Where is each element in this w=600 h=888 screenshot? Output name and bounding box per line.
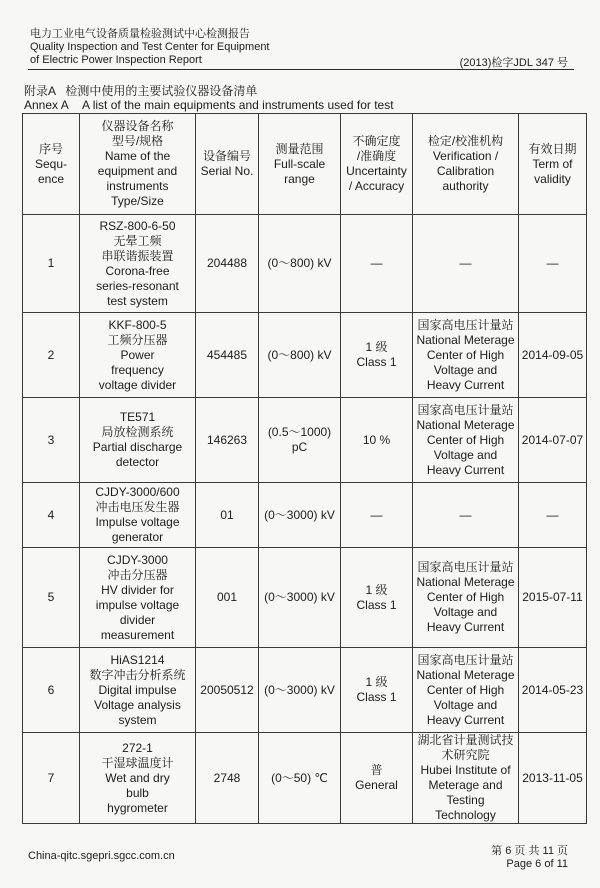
range-cell: (0～3000) kV [259,548,341,648]
seq-cell: 6 [23,648,80,733]
header-seq-line: ence [37,171,65,186]
equipment-name-cell-line: 无晕工频 [113,233,162,248]
equipment-name-cell [80,313,196,398]
authority-cell-line: Voltage and [433,605,498,619]
header-authority-line: Verification / [432,149,499,163]
table-row [23,215,587,313]
authority-cell-line: Voltage and [433,362,498,377]
equipment-name-cell [80,733,196,824]
equipment-table [22,113,587,824]
header-name [80,114,196,215]
range-cell: (0～800) kV [259,215,341,313]
header-range [259,114,341,215]
table-row [23,648,587,733]
annex-title [24,84,394,112]
validity-cell: 2015-07-11 [519,548,587,648]
header-name-line: Name of the [104,149,171,163]
header-name-line: 型号/规格 [111,134,164,148]
table-body [23,215,587,824]
equipment-name-cell-line: TE571 [119,410,156,424]
equipment-name-cell-line: test system [107,293,168,308]
annex-heading-cn: 检测中使用的主要试验仪器设备清单 [65,84,258,98]
authority-cell-line: National Meterage [416,575,515,589]
authority-cell-line: 湖北省计量测试技 [417,733,514,747]
equipment-name-cell-line: 数字冲击分析系统 [89,667,186,682]
equipment-name-cell-line: divider [119,612,156,627]
seq-cell: 3 [23,398,80,483]
header-range-line: range [284,171,315,186]
equipment-name-cell-line: HiAS1214 [110,652,165,667]
seq-cell: 2 [23,313,80,398]
authority-cell-line: Heavy Current [426,462,505,477]
accuracy-cell [341,648,413,733]
equipment-name-cell-line: hygrometer [107,800,168,815]
header-accuracy-line: Uncertainty [346,164,407,178]
annex-label-cn: 附录A [24,84,56,98]
equipment-name-cell-line: Partial discharge [92,440,183,454]
validity-cell: 2014-09-05 [519,313,587,398]
equipment-name-cell-line: Impulse voltage [95,515,180,529]
authority-cell-line: 国家高电压计量站 [417,317,514,332]
authority-cell-line: Heavy Current [426,712,505,727]
serial-cell: 2748 [196,733,259,824]
accuracy-cell [341,215,413,313]
authority-cell-line: — [459,256,472,270]
header-name-line: 仪器设备名称 [101,119,174,133]
annex-label-en: Annex A [24,98,69,112]
annex-title-en [24,98,394,112]
header-serial-line: Serial No. [200,164,254,178]
authority-cell-line: National Meterage [416,667,515,682]
authority-cell-line: National Meterage [416,332,515,347]
equipment-name-cell [80,548,196,648]
validity-cell: 2014-07-07 [519,398,587,483]
authority-cell-line: 国家高电压计量站 [417,402,514,417]
footer-page-number [491,845,568,871]
equipment-name-cell-line: voltage divider [98,377,177,392]
authority-cell-line: 术研究院 [441,748,490,762]
accuracy-cell [341,548,413,648]
equipment-name-cell-line: Digital impulse [98,682,177,697]
header-name-line: equipment and [97,164,178,178]
header-serial [196,114,259,215]
table-header-row [23,114,587,215]
header-range-line: Full-scale [273,156,326,171]
accuracy-cell-line: 普 [370,763,383,777]
header-validity-line: 有效日期 [528,141,577,156]
validity-cell: 2014-05-23 [519,648,587,733]
equipment-name-cell-line: bulb [126,785,149,800]
table-row [23,313,587,398]
equipment-name-cell-line: generator [111,530,164,544]
equipment-name-cell-line: 冲击电压发生器 [95,500,180,514]
seq-cell: 7 [23,733,80,824]
range-cell: (0～50) ℃ [259,733,341,824]
equipment-name-cell-line: Corona-free [105,263,170,278]
equipment-name-cell-line: CJDY-3000/600 [95,485,180,499]
equipment-name-cell-line: frequency [111,362,164,377]
equipment-name-cell-line: HV divider for [101,582,174,597]
equipment-name-cell-line: Power [120,347,155,362]
header-name-line: instruments [106,179,169,193]
serial-cell: 20050512 [196,648,259,733]
annex-title-cn [24,84,394,98]
header-title-cn: 电力工业电气设备质量检验测试中心检测报告 [30,28,250,40]
equipment-name-cell-line: Voltage analysis [94,697,181,712]
accuracy-cell-line: 10 % [362,432,391,447]
report-header [30,28,270,67]
page-number-en: Page 6 of 11 [506,858,568,870]
equipment-name-cell-line: Wet and dry [105,770,170,785]
header-title-en-2: of Electric Power Inspection Report [30,54,202,66]
equipment-name-cell-line: 局放检测系统 [101,425,174,439]
table-header [23,114,587,215]
authority-cell-line: — [459,507,472,522]
equipment-name-cell [80,483,196,548]
accuracy-cell-line: 1 级 [365,582,388,597]
accuracy-cell [341,483,413,548]
header-accuracy [341,114,413,215]
table-row [23,548,587,648]
equipment-name-cell-line: 串联谐振装置 [101,248,174,263]
header-validity [519,114,587,215]
header-validity-line: validity [534,171,571,186]
equipment-name-cell-line: CJDY-3000 [107,552,168,567]
serial-cell: 454485 [196,313,259,398]
equipment-name-cell-line: measurement [100,627,175,642]
validity-cell: 2013-11-05 [519,733,587,824]
authority-cell-line: Voltage and [433,447,498,462]
serial-cell: 01 [196,483,259,548]
header-authority-line: authority [442,179,489,193]
equipment-name-cell-line: detector [115,455,160,469]
table-row [23,483,587,548]
table-row [23,398,587,483]
authority-cell-line: Hubei Institute of [420,763,511,777]
authority-cell [413,548,519,648]
header-accuracy-line: 不确定度 [352,134,401,148]
accuracy-cell-line: 1 级 [365,675,388,689]
serial-cell: 146263 [196,398,259,483]
accuracy-cell-line: — [370,256,383,270]
equipment-name-cell-line: 冲击分压器 [107,567,168,582]
header-authority-line: Calibration [436,164,495,178]
header-accuracy-line: / Accuracy [348,179,405,193]
accuracy-cell [341,313,413,398]
authority-cell-line: Center of High [426,590,505,604]
equipment-name-cell-line: system [118,712,157,727]
header-seq-line: 序号 [38,141,63,156]
equipment-name-cell-line: 272-1 [122,740,153,755]
serial-cell: 001 [196,548,259,648]
header-authority-line: 检定/校准机构 [427,134,504,148]
annex-heading-en: A list of the main equipments and instruments used for test [82,98,394,112]
equipment-name-cell-line: 工频分压器 [107,332,168,347]
validity-cell: — [519,215,587,313]
header-seq [23,114,80,215]
equipment-name-cell [80,215,196,313]
footer-website: China-qitc.sgepri.sgcc.com.cn [28,850,175,862]
equipment-name-cell-line: series-resonant [96,278,179,293]
seq-cell: 4 [23,483,80,548]
accuracy-cell-line: — [370,507,383,522]
report-number: (2013)检字JDL 347 号 [459,57,568,69]
accuracy-cell-line: General [355,778,398,792]
equipment-name-cell [80,648,196,733]
equipment-name-cell-line: 干湿球温度计 [101,755,174,770]
authority-cell-line: Meterage and Testing [428,778,503,807]
range-cell: (0～800) kV [259,313,341,398]
authority-cell-line: Technology [435,808,496,822]
authority-cell-line: Voltage and [433,697,498,712]
accuracy-cell [341,733,413,824]
seq-cell: 1 [23,215,80,313]
authority-cell-line: Center of High [426,682,505,697]
authority-cell-line: Center of High [426,347,505,362]
authority-cell [413,215,519,313]
serial-cell: 204488 [196,215,259,313]
header-accuracy-line: /准确度 [356,149,397,163]
authority-cell [413,483,519,548]
equipment-name-cell-line: impulse voltage [95,597,180,612]
validity-cell: — [519,483,587,548]
equipment-name-cell [80,398,196,483]
range-cell: (0～3000) kV [259,483,341,548]
authority-cell [413,398,519,483]
accuracy-cell-line: Class 1 [356,355,397,369]
range-cell: (0～3000) kV [259,648,341,733]
header-range-line: 测量范围 [275,141,324,156]
equipment-name-cell-line: KKF-800-5 [108,317,167,332]
accuracy-cell-line: Class 1 [356,597,397,612]
accuracy-cell [341,398,413,483]
accuracy-cell-line: Class 1 [356,690,397,704]
authority-cell-line: 国家高电压计量站 [417,652,514,667]
header-name-line: Type/Size [111,194,164,208]
authority-cell-line: Heavy Current [426,620,505,634]
seq-cell: 5 [23,548,80,648]
authority-cell-line: Center of High [426,432,505,447]
header-serial-line: 设备编号 [202,149,251,163]
authority-cell [413,648,519,733]
header-authority [413,114,519,215]
header-divider [28,69,574,70]
authority-cell-line: Heavy Current [426,377,505,392]
authority-cell-line: National Meterage [416,417,515,432]
page-number-cn: 第 6 页 共 11 页 [491,845,568,857]
range-cell: (0.5～1000) pC [259,398,341,483]
authority-cell-line: 国家高电压计量站 [417,560,514,574]
header-title-en-1: Quality Inspection and Test Center for Equipment [30,41,270,53]
equipment-name-cell-line: RSZ-800-6-50 [99,218,176,233]
table-row [23,733,587,824]
authority-cell [413,733,519,824]
authority-cell [413,313,519,398]
header-seq-line: Sequ- [34,156,68,171]
header-validity-line: Term of [532,156,573,171]
accuracy-cell-line: 1 级 [365,340,388,354]
